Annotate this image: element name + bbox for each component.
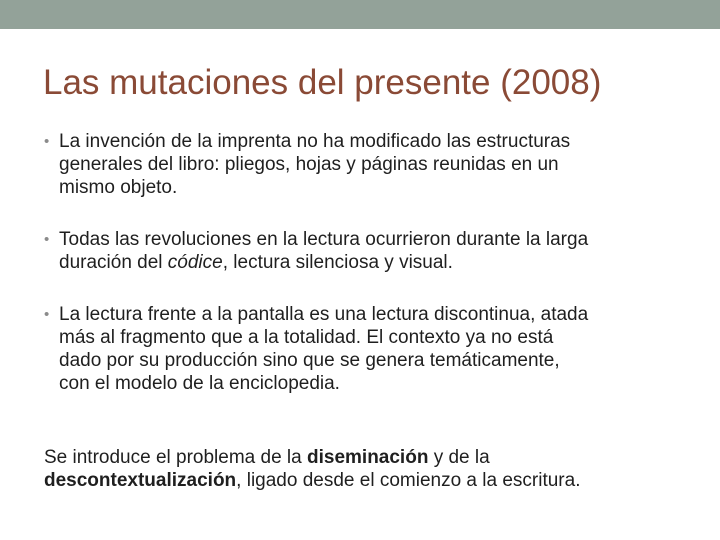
bullet-dot-icon: • — [44, 306, 50, 323]
bullet-dot-icon: • — [44, 133, 50, 150]
bullet-2-line-2 — [59, 251, 684, 274]
closing-line-2 — [44, 469, 694, 492]
slide-title: Las mutaciones del presente (2008) — [43, 63, 602, 102]
closing-paragraph — [44, 446, 694, 492]
bullet-item-printing-press — [44, 130, 684, 199]
bullet-item-screen-reading — [44, 303, 684, 395]
bullet-2-line-1: Todas las revoluciones en la lectura ocurrieron durante la larga — [59, 229, 589, 250]
closing-text-1: Se introduce el problema de la — [44, 447, 307, 468]
codex-emphasis: códice — [167, 252, 223, 273]
bullet-1-line-2: generales del libro: pliegos, hojas y páginas reunidas en un — [59, 154, 559, 175]
bullet-3-line-2: más al fragmento que a la totalidad. El contexto ya no está — [59, 327, 554, 348]
bullet-item-reading-revolutions — [44, 228, 684, 274]
top-color-band — [0, 0, 720, 29]
bullet-list — [44, 130, 684, 395]
closing-text-3: , ligado desde el comienzo a la escritura. — [236, 470, 581, 491]
bullet-1-line-1: La invención de la imprenta no ha modificado las estructuras — [59, 131, 571, 152]
bullet-3-line-3: dado por su producción sino que se genera temáticamente, — [59, 350, 560, 371]
closing-line-1 — [44, 446, 694, 469]
bullet-3-line-4: con el modelo de la enciclopedia. — [59, 373, 340, 394]
bullet-2-text-after-codex: , lectura silenciosa y visual. — [222, 252, 453, 273]
bullet-2-text-before-codex: duración del — [59, 252, 168, 273]
bullet-dot-icon: • — [44, 231, 50, 248]
closing-text-2: y de la — [428, 447, 490, 468]
bullet-3-line-1: La lectura frente a la pantalla es una lectura discontinua, atada — [59, 304, 589, 325]
dissemination-term: diseminación — [307, 447, 429, 468]
decontextualization-term: descontextualización — [44, 470, 237, 491]
bullet-1-line-3: mismo objeto. — [59, 177, 178, 198]
